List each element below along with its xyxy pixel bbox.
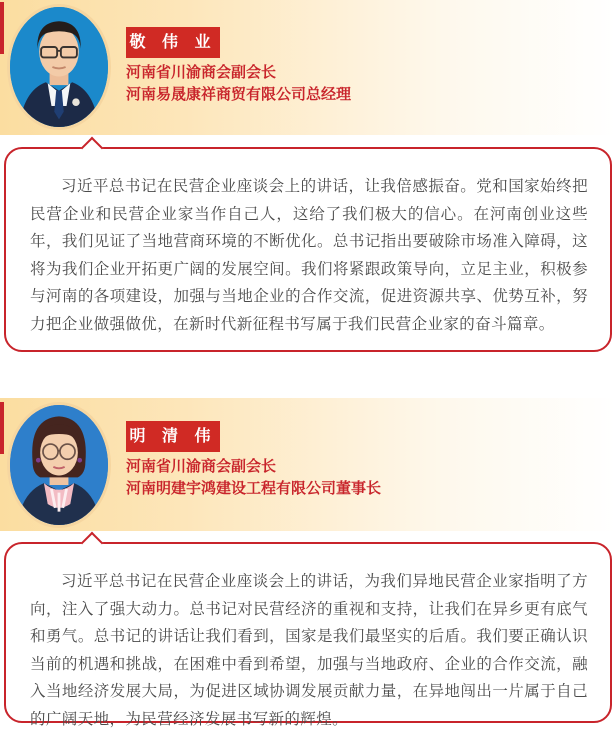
quote-bubble-2: [4, 542, 612, 728]
red-accent-bar: [0, 402, 4, 454]
quote-text: 习近平总书记在民营企业座谈会上的讲话，为我们异地民营企业家指明了方向，注入了强大动力。总书记对民营经济的重视和支持，让我们在异乡更有底气和勇气。总书记的讲话让我们看到，国家是我们最坚实的后盾。我们要正确认识当前的机遇和挑战，在困难中看到希望，加强与当地政府、企业的合作交流，融入当地经济发展大局，为促进区域协调发展贡献力量，在异地闯出一片属于自己的广阔天地，为民营经济发展书写新的辉煌。: [30, 573, 588, 728]
speech-pointer-icon: [81, 137, 104, 160]
avatar: [7, 4, 111, 130]
profile-card-header-2: [0, 398, 616, 531]
profile-card-header-1: [0, 0, 616, 135]
title-line-1: 河南省川渝商会副会长: [126, 64, 277, 81]
male-portrait-photo: [10, 7, 108, 127]
profile-titles: [126, 456, 381, 500]
avatar: [7, 402, 111, 528]
red-accent-bar: [0, 2, 4, 54]
title-line-2: 河南明建宇鸿建设工程有限公司董事长: [126, 480, 382, 497]
name-ribbon: 明 清 伟: [126, 421, 220, 452]
quote-bubble-1: [4, 147, 612, 352]
speech-pointer-icon: [81, 532, 104, 555]
profile-titles: [126, 62, 351, 106]
name-ribbon: 敬 伟 业: [126, 27, 220, 58]
title-line-2: 河南易晟康祥商贸有限公司总经理: [126, 86, 352, 103]
title-line-1: 河南省川渝商会副会长: [126, 458, 277, 475]
female-portrait-photo: [10, 405, 108, 525]
quote-text: 习近平总书记在民营企业座谈会上的讲话，让我倍感振奋。党和国家始终把民营企业和民营企业家当作自己人，这给了我们极大的信心。在河南创业这些年，我们见证了当地营商环境的不断优化。总书记指出要破除市场准入障碍，这将为我们企业开拓更广阔的发展空间。我们将紧跟政策导向，立足主业，积极参与河南的各项建设，加强与当地企业的合作交流，促进资源共享、优势互补，努力把企业做强做优，在新时代新征程书写属于我们民营企业家的奋斗篇章。: [30, 178, 588, 333]
